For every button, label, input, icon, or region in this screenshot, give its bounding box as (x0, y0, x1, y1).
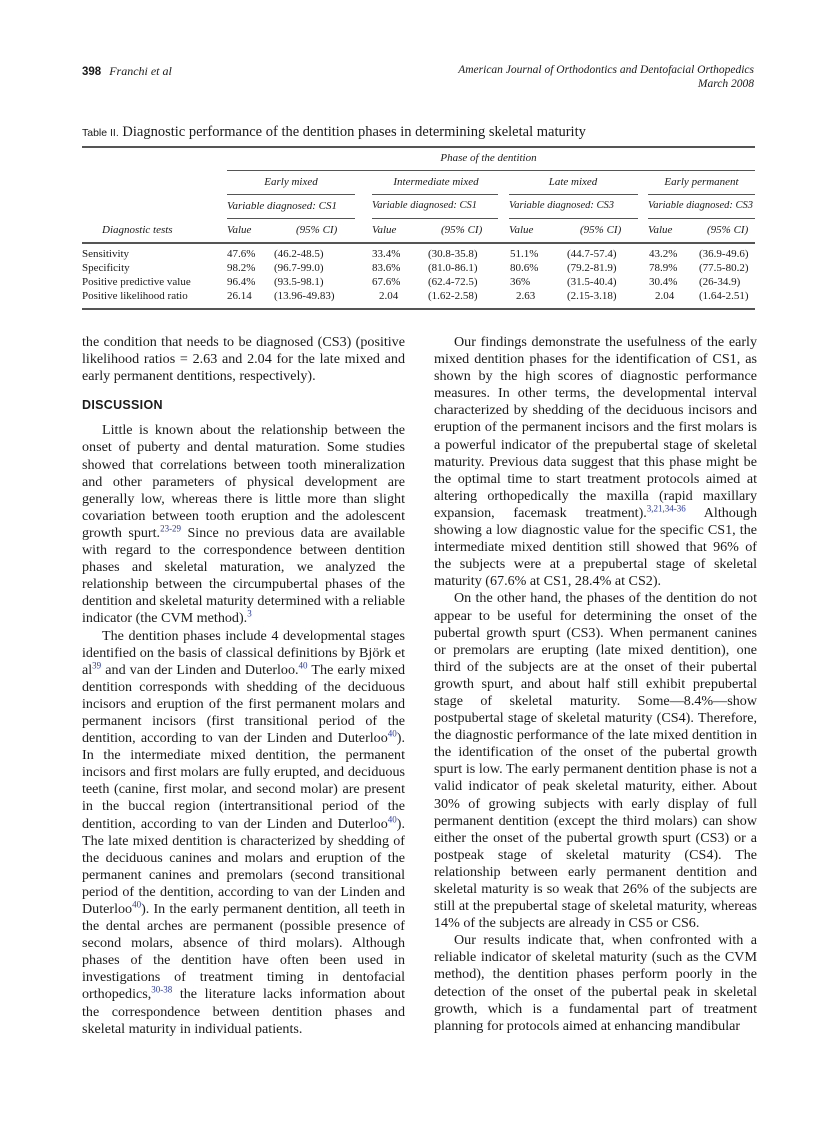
variable-rule (648, 218, 755, 219)
group-rule (227, 194, 355, 195)
cell-ci: (44.7-57.4) (567, 248, 617, 260)
table-bottom-rule (82, 308, 755, 310)
page-number: 398 (82, 66, 102, 78)
running-head-author: Franchi et al (109, 64, 172, 78)
cell-value: 26.14 (227, 290, 252, 302)
cell-value: 47.6% (227, 248, 256, 260)
citation-link[interactable]: 3,21,34-36 (646, 503, 686, 514)
running-head-right (458, 64, 754, 91)
table-header-rule (82, 242, 755, 244)
text-run: Little is known about the relationship between the onset of puberty and dental maturation. Some studies showed that correlations between tooth mineralization and other parameters of physical development are generally low, whereas there is little more than slight covariation between tooth eruption and the adolescent growth spurt. (82, 422, 405, 541)
cell-value: 2.63 (516, 290, 536, 302)
cell-value: 36% (510, 276, 531, 288)
row-label: Specificity (82, 262, 130, 274)
cell-ci: (79.2-81.9) (567, 262, 617, 274)
text-run: The early mixed dentition corresponds with shedding of the deciduous incisors and eruption of the first permanent molars and permanent incisors (first transitional period of the dentition, according to van der Linden and Duterloo (82, 661, 405, 747)
col-header-value: Value (227, 224, 252, 236)
group-header-intermediate-mixed: Intermediate mixed (393, 176, 479, 188)
col-header-ci: (95% CI) (580, 224, 622, 236)
cell-ci: (96.7-99.0) (274, 262, 324, 274)
right-column (434, 334, 757, 1035)
cell-ci: (1.62-2.58) (428, 290, 478, 302)
cell-ci: (81.0-86.1) (428, 262, 478, 274)
cell-value: 2.04 (379, 290, 399, 302)
paragraph (82, 628, 405, 1038)
citation-link[interactable]: 39 (92, 660, 102, 670)
col-header-ci: (95% CI) (441, 224, 483, 236)
text-run: ). In the early permanent dentition, all teeth in the dental arches are permanent (possible presence of second molars, absence of third molars). Although phases of the dentition have often been used in investigations of treatment timing in dentofacial orthopedics, (82, 901, 405, 1003)
cell-value: 78.9% (649, 262, 678, 274)
citation-link[interactable]: 40 (387, 813, 397, 824)
cell-value: 30.4% (649, 276, 678, 288)
text-run: the literature lacks information about the correspondence between dentition phases and skeletal maturity in individual patients. (82, 986, 405, 1037)
journal-name: American Journal of Orthodontics and Dentofacial Orthopedics (458, 64, 754, 76)
cell-ci: (31.5-40.4) (567, 276, 617, 288)
section-heading-discussion: DISCUSSION (82, 398, 163, 413)
citation-link[interactable]: 30-38 (151, 984, 173, 995)
text-run: Since no previous data are available with regard to the correspondence between dentition phases and skeletal maturation, we analyzed the relationship between the circumpubertal phases of the dentition and skeletal maturity determined with a reliable indicator (the CVM method). (82, 524, 406, 627)
table-caption (82, 124, 586, 141)
cell-ci: (26-34.9) (699, 276, 741, 288)
col-header-ci: (95% CI) (296, 224, 338, 236)
issue-date: March 2008 (697, 77, 754, 90)
cell-ci: (1.64-2.51) (699, 290, 749, 302)
spanner-rule (227, 170, 755, 171)
citation-link[interactable]: 23-29 (160, 523, 182, 534)
group-header-early-mixed: Early mixed (264, 176, 318, 188)
variable-diagnosed-intermediate-mixed: Variable diagnosed: CS1 (372, 200, 477, 211)
text-run: The dentition phases include 4 developmental stages identified on the basis of classical definitions by Björk et al (82, 627, 405, 678)
citation-link[interactable]: 40 (132, 899, 142, 910)
variable-rule (509, 218, 638, 219)
cell-ci: (13.96-49.83) (274, 290, 335, 302)
col-header-value: Value (372, 224, 397, 236)
row-label: Positive likelihood ratio (82, 290, 188, 302)
cell-value: 33.4% (372, 248, 401, 260)
group-rule (509, 194, 638, 195)
variable-rule (372, 218, 498, 219)
cell-value: 98.2% (227, 262, 256, 274)
table-top-rule (82, 146, 755, 148)
group-rule (372, 194, 498, 195)
text-run: Our findings demonstrate the usefulness of the early mixed dentition phases for the identification of CS1, as shown by the high scores of diagnostic performance measures. In other terms, the developmental interval characterized by shedding of the deciduous incisors and eruption of the permanent incisors and the first molars is a powerful indicator of the prepubertal stage of skeletal maturity. Previous data suggest that this phase might be the optimal time to start treatment protocols aimed at altering orthopedically the maxilla (rapid maxillary expansion, facemask treatment). (434, 334, 757, 521)
text-run: ). In the intermediate mixed dentition, the permanent incisors and first molars are fully erupted, and deciduous teeth (canine, first molar, and second molar) are present in the buccal region (intertransitional period of the dentition, according to van der Linden and Duterloo (82, 730, 405, 832)
paragraph: the condition that needs to be diagnosed (CS3) (positive likelihood ratios = 2.63 and 2.04 for the late mixed and early permanent dentitions, respectively). (82, 334, 405, 385)
text-run: and van der Linden and Duterloo. (101, 661, 299, 678)
citation-link[interactable]: 40 (387, 728, 397, 739)
citation-link[interactable]: 40 (298, 660, 308, 670)
running-head-left (82, 64, 172, 79)
cell-value: 83.6% (372, 262, 401, 274)
variable-diagnosed-early-mixed: Variable diagnosed: CS1 (227, 200, 337, 212)
cell-ci: (36.9-49.6) (699, 248, 749, 260)
variable-diagnosed-early-permanent: Variable diagnosed: CS3 (648, 200, 753, 211)
cell-value: 43.2% (649, 248, 678, 260)
cell-value: 51.1% (510, 248, 539, 260)
cell-ci: (30.8-35.8) (428, 248, 478, 260)
text-run: Although showing a low diagnostic value for the specific CS1, the intermediate mixed dentition still showed that 96% of the subjects were at a prepubertal stage of skeletal maturity (67.6% at CS1, 28.4% at CS2). (434, 504, 757, 590)
group-header-late-mixed: Late mixed (548, 176, 598, 188)
row-label: Positive predictive value (82, 276, 191, 288)
paragraph: Our results indicate that, when confronted with a reliable indicator of skeletal maturity (such as the CVM method), the dentition phases perform poorly in the detection of the onset of the pubertal peak in skeletal growth, which is a fundamental part of treatment planning for protocols aimed at enhancing mandibular (434, 932, 757, 1034)
table-spanner-header: Phase of the dentition (440, 152, 537, 164)
cell-value: 80.6% (510, 262, 539, 274)
cell-ci: (46.2-48.5) (274, 248, 324, 260)
group-header-early-permanent: Early permanent (664, 176, 739, 188)
variable-diagnosed-late-mixed: Variable diagnosed: CS3 (509, 200, 614, 211)
paragraph: On the other hand, the phases of the dentition do not appear to be useful for determining the onset of the pubertal growth spurt (CS3). When permanent canines or premolars are erupting (late mixed dentition), one third of the subjects are at the onset of their pubertal growth spurt, and about half still exhibit prepubertal stage of skeletal maturity. Some—8.4%—show postpubertal stage of skeletal maturity (CS4). Therefore, the diagnostic performance of the late mixed dentition in the identification of the onset of the pubertal growth spurt is low. The early permanent dentition phase is not a valid indicator of peak skeletal maturity, either. About 30% of growing subjects with early display of full permanent dentition (except the third molars) can show either the onset of the pubertal growth spurt (CS3) or a postpeak stage of skeletal maturity (CS4). The relationship between early permanent dentition and skeletal maturity is so weak that 26% of the subjects are still at the prepubertal stage of skeletal maturity, whereas 14% of the subjects are already in CS5 or CS6. (434, 590, 757, 932)
variable-rule (227, 218, 355, 219)
cell-ci: (77.5-80.2) (699, 262, 749, 274)
cell-ci: (93.5-98.1) (274, 276, 324, 288)
citation-link[interactable]: 3 (247, 608, 252, 619)
row-label: Sensitivity (82, 248, 130, 260)
running-head (82, 64, 754, 94)
paragraph (82, 422, 405, 627)
col-header-value: Value (648, 224, 673, 236)
cell-ci: (62.4-72.5) (428, 276, 478, 288)
col-header-ci: (95% CI) (707, 224, 749, 236)
col-header-value: Value (509, 224, 534, 236)
group-rule (648, 194, 755, 195)
left-column (82, 334, 405, 1038)
cell-ci: (2.15-3.18) (567, 290, 617, 302)
text-run: ). The late mixed dentition is characterized by shedding of the deciduous canines and molars and eruption of the permanent canines and premolars (second transitional period of the dentition, according to van der Linden and Duterloo (82, 815, 405, 917)
table-title: Diagnostic performance of the dentition phases in determining skeletal maturity (122, 124, 586, 140)
cell-value: 67.6% (372, 276, 401, 288)
paragraph (434, 334, 757, 590)
cell-value: 96.4% (227, 276, 256, 288)
cell-value: 2.04 (655, 290, 675, 302)
table-label: Table II. (82, 127, 119, 139)
row-header-diagnostic-tests: Diagnostic tests (102, 224, 173, 236)
